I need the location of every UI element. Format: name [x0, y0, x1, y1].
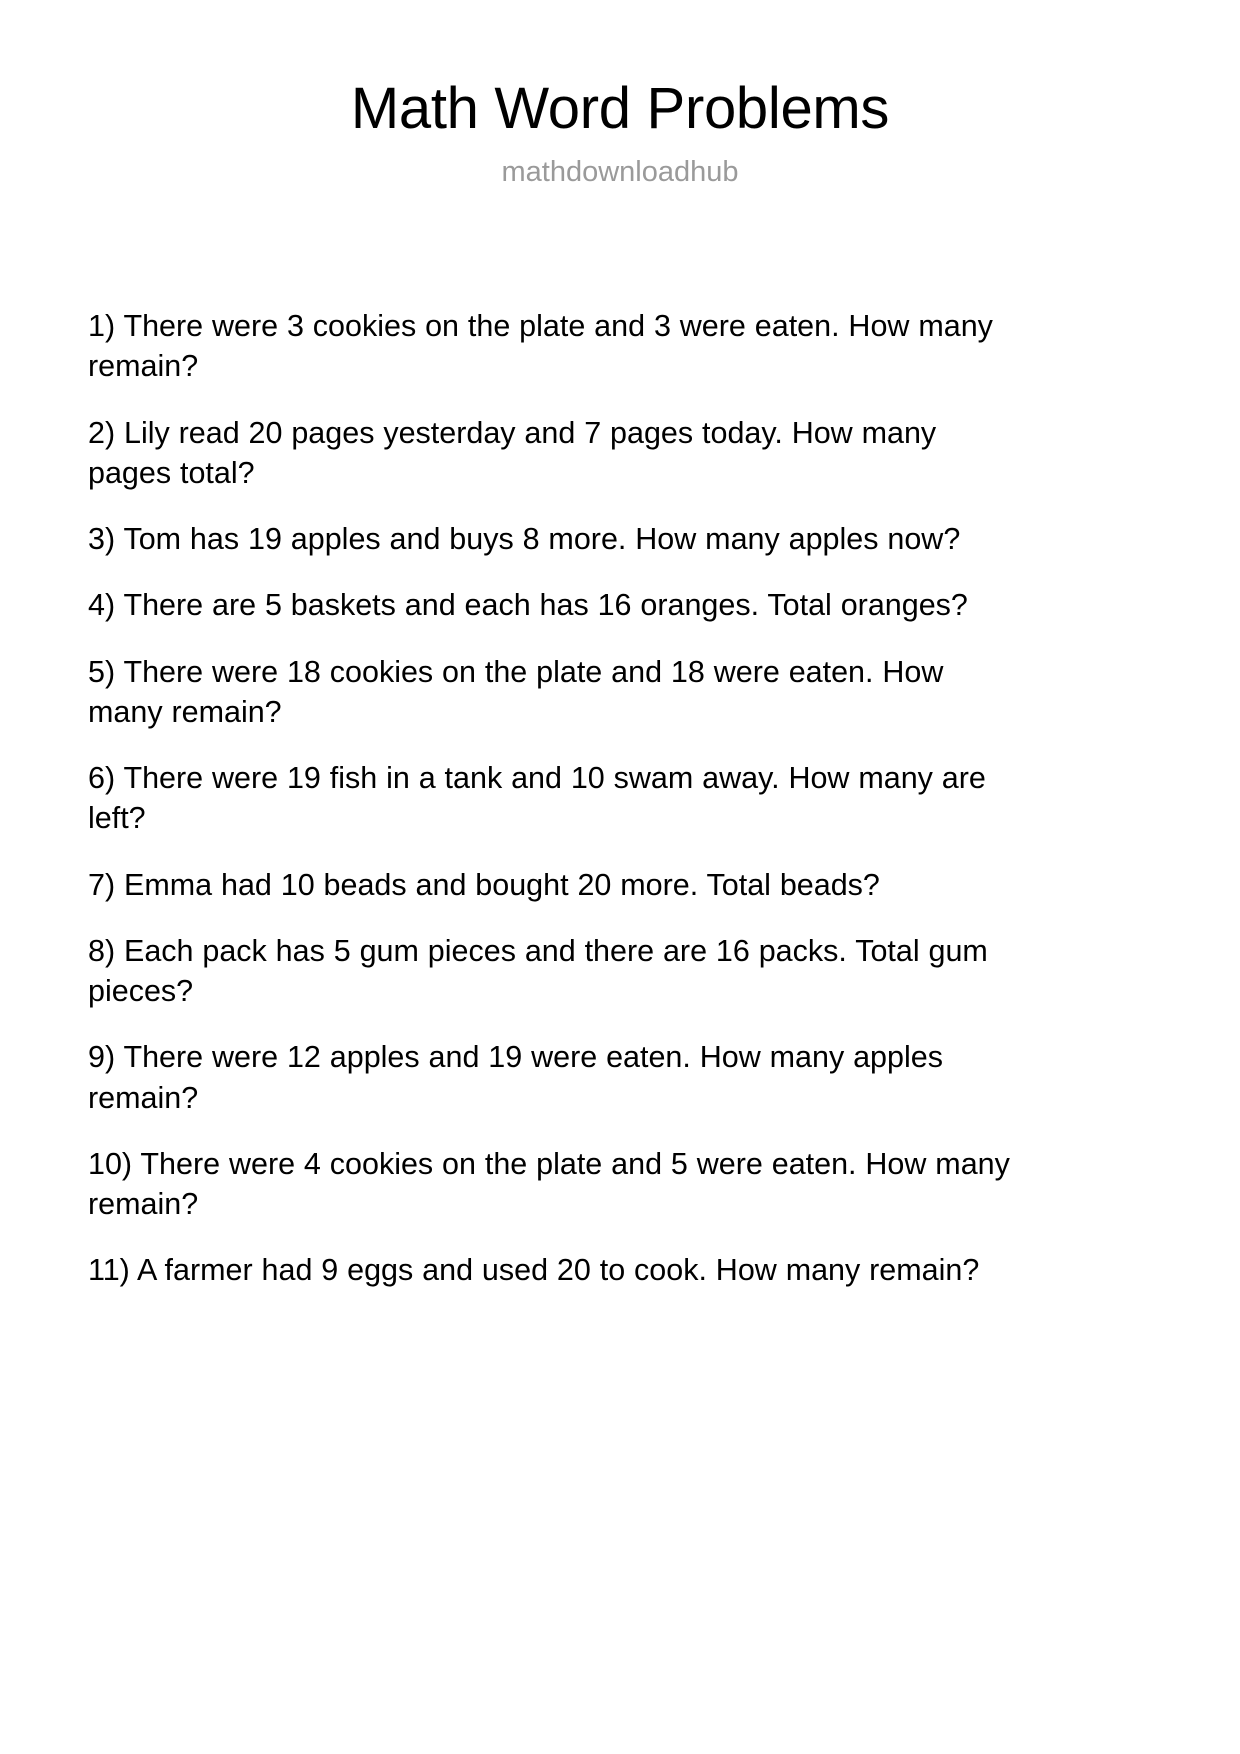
list-item: 7) Emma had 10 beads and bought 20 more. Total beads? [88, 867, 880, 902]
list-item: 5) There were 18 cookies on the plate and 18 were eaten. How many remain? [88, 654, 944, 729]
page-subtitle: mathdownloadhub [501, 155, 739, 188]
page-title: Math Word Problems [350, 76, 890, 141]
list-item: 9) There were 12 apples and 19 were eaten. How many apples remain? [88, 1040, 943, 1115]
list-item: 2) Lily read 20 pages yesterday and 7 pages today. How many pages total? [88, 415, 937, 490]
problem-list [88, 306, 1023, 1291]
list-item: 4) There are 5 baskets and each has 16 oranges. Total oranges? [88, 588, 968, 623]
list-item: 11) A farmer had 9 eggs and used 20 to cook. How many remain? [88, 1253, 980, 1288]
list-item: 3) Tom has 19 apples and buys 8 more. How many apples now? [88, 522, 961, 556]
list-item: 10) There were 4 cookies on the plate and 5 were eaten. How many remain? [88, 1146, 1010, 1221]
list-item: 6) There were 19 fish in a tank and 10 swam away. How many are left? [88, 761, 986, 836]
list-item: 8) Each pack has 5 gum pieces and there are 16 packs. Total gum pieces? [88, 933, 988, 1008]
page-header [0, 0, 1240, 189]
list-item: 1) There were 3 cookies on the plate and 3 were eaten. How many remain? [88, 309, 993, 384]
